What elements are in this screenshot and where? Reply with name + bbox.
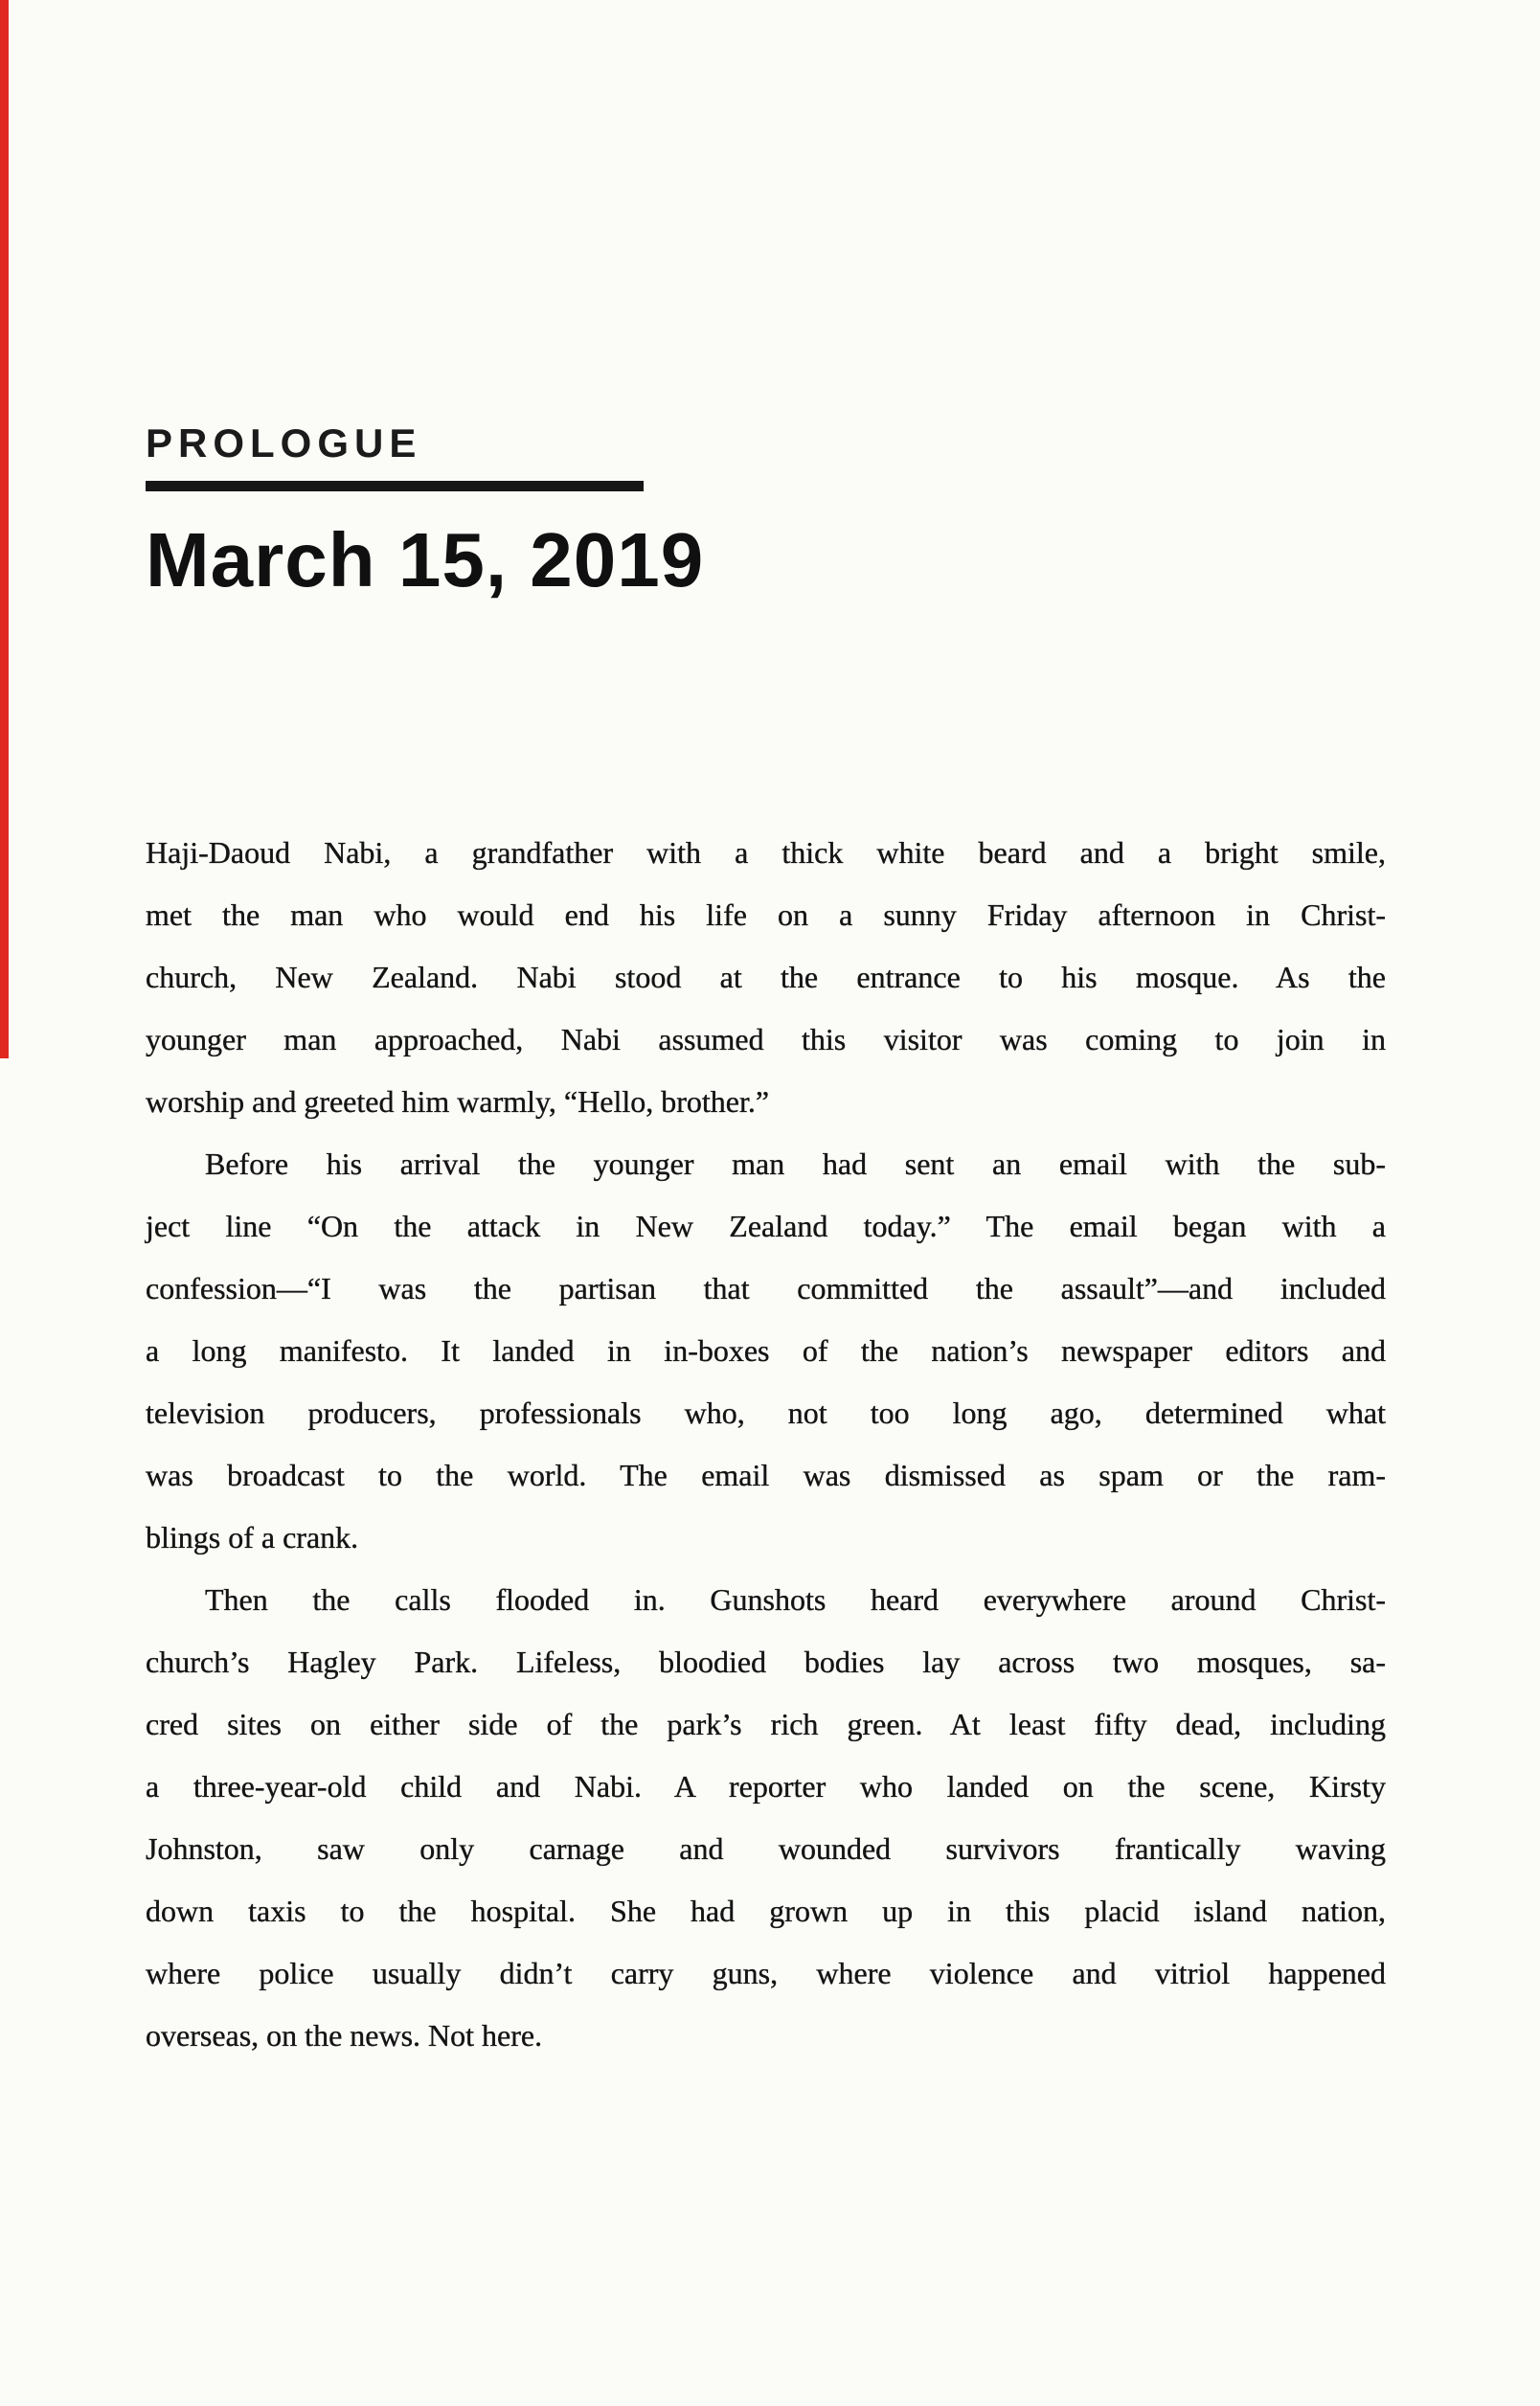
- body-line: television producers, professionals who, not too long ago, determined what: [146, 1396, 1386, 1430]
- body-line: overseas, on the news. Not here.: [146, 2018, 543, 2053]
- body-line: Before his arrival the younger man had sent an email with the sub-: [205, 1146, 1386, 1181]
- body-line: where police usually didn’t carry guns, where violence and vitriol happened: [146, 1956, 1386, 1990]
- body-line: cred sites on either side of the park’s rich green. At least fifty dead, including: [146, 1707, 1386, 1741]
- paragraph: [146, 1133, 1386, 1569]
- body-line: church’s Hagley Park. Lifeless, bloodied bodies lay across two mosques, sa-: [146, 1645, 1386, 1679]
- body-line: blings of a crank.: [146, 1520, 359, 1555]
- body-line: worship and greeted him warmly, “Hello, brother.”: [146, 1084, 770, 1119]
- body-line: ject line “On the attack in New Zealand today.” The email began with a: [146, 1209, 1386, 1243]
- chapter-title: March 15, 2019: [146, 517, 705, 603]
- paragraph: [146, 1569, 1386, 2067]
- body-line: a three-year-old child and Nabi. A reporter who landed on the scene, Kirsty: [146, 1769, 1386, 1804]
- body-line: Johnston, saw only carnage and wounded survivors frantically waving: [146, 1831, 1386, 1866]
- body-line: church, New Zealand. Nabi stood at the entrance to his mosque. As the: [146, 960, 1386, 994]
- title-rule: [146, 481, 644, 491]
- paragraph: [146, 822, 1386, 1133]
- body-text: [146, 822, 1386, 2067]
- body-line: met the man who would end his life on a sunny Friday afternoon in Christ-: [146, 897, 1386, 932]
- chapter-header: [146, 421, 1386, 601]
- body-line: down taxis to the hospital. She had grown up in this placid island nation,: [146, 1894, 1386, 1928]
- red-edge-strip: [0, 0, 9, 1058]
- body-line: younger man approached, Nabi assumed this visitor was coming to join in: [146, 1022, 1386, 1056]
- body-line: a long manifesto. It landed in in-boxes of the nation’s newspaper editors and: [146, 1333, 1386, 1368]
- body-line: Haji-Daoud Nabi, a grandfather with a thick white beard and a bright smile,: [146, 835, 1386, 870]
- body-line: Then the calls flooded in. Gunshots heard everywhere around Christ-: [205, 1582, 1386, 1617]
- prologue-kicker: PROLOGUE: [146, 420, 422, 465]
- body-line: confession—“I was the partisan that committed the assault”—and included: [146, 1271, 1386, 1305]
- body-line: was broadcast to the world. The email was dismissed as spam or the ram-: [146, 1458, 1386, 1492]
